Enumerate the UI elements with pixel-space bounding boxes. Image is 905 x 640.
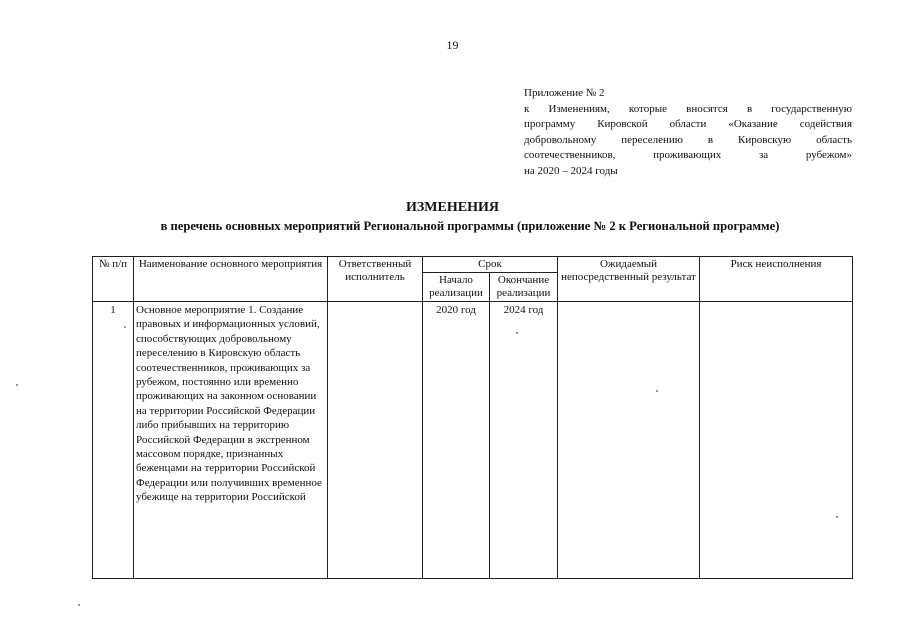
header-name: Наименование основного мероприятия — [134, 257, 328, 302]
cell-start: 2020 год — [423, 302, 490, 579]
cell-result — [558, 302, 700, 579]
cell-name — [134, 302, 328, 579]
appendix-line: добровольному переселению в Кировскую область — [524, 133, 852, 146]
appendix-line: соотечественников, проживающих за рубежом» — [524, 149, 852, 161]
cell-num: 1 — [93, 302, 134, 579]
cell-executor — [328, 302, 423, 579]
header-executor: Ответственный исполнитель — [328, 257, 423, 302]
page-number: 19 — [446, 38, 459, 52]
document-subtitle: в перечень основных мероприятий Региональной программы (приложение № 2 к Региональной программе) — [160, 219, 780, 233]
appendix-line: программу Кировской области «Оказание содействия — [524, 118, 852, 130]
header-term: Срок — [423, 257, 558, 273]
header-end: Окончание реализации — [490, 273, 558, 302]
scan-speck — [124, 326, 126, 328]
measure-name: Основное мероприятие 1. Создание правовых и информационных условий, способствующих добровольному переселению в Кировскую область соотечественников, проживающих за рубежом, постоянно или временно проживающих на законном основании на территории Российской Федерации либо прибывших на территорию Российской Федерации в экстренном массовом порядке, признанных беженцами на территории Российской Федерации или получивших временное убежище на территории Российской — [136, 304, 322, 504]
measures-table — [92, 256, 853, 579]
scan-speck — [836, 516, 838, 518]
header-risk: Риск неисполнения — [700, 257, 853, 302]
scan-speck — [16, 384, 18, 386]
table-row — [93, 302, 853, 579]
scan-speck — [656, 390, 658, 392]
header-num: № п/п — [93, 257, 134, 302]
cell-risk — [700, 302, 853, 579]
header-result: Ожидаемый непосредственный результат — [558, 257, 700, 302]
scan-speck — [78, 604, 80, 606]
cell-end: 2024 год — [490, 302, 558, 579]
document-title: ИЗМЕНЕНИЯ — [406, 200, 499, 215]
appendix-heading: Приложение № 2 — [524, 87, 605, 99]
appendix-line: на 2020 – 2024 годы — [524, 164, 618, 177]
scan-speck — [516, 332, 518, 334]
appendix-block — [524, 86, 852, 179]
header-start: Начало реализации — [423, 273, 490, 302]
appendix-line: к Изменениям, которые вносятся в государственную — [524, 102, 852, 115]
